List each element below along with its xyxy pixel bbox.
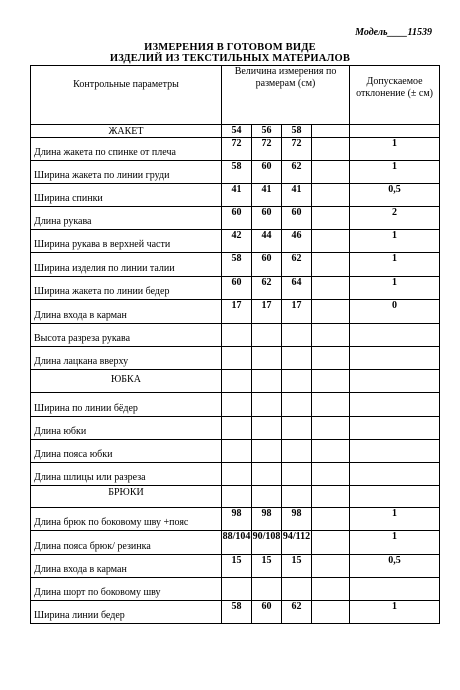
parameter-cell — [31, 555, 222, 578]
table-row — [31, 417, 440, 440]
parameter-cell — [31, 138, 222, 161]
size-value-cell — [222, 463, 252, 486]
table-row — [31, 578, 440, 601]
parameter-label: БРЮКИ — [108, 487, 144, 498]
size-value-cell: 60 — [282, 207, 312, 230]
table-row — [31, 300, 440, 324]
size-value-cell: 56 — [252, 125, 282, 138]
empty-cell — [312, 184, 350, 207]
tolerance-cell: 1 — [350, 601, 440, 624]
table-row — [31, 125, 440, 138]
parameter-cell — [31, 253, 222, 277]
size-value-cell — [282, 417, 312, 440]
empty-cell — [312, 508, 350, 531]
parameter-label: Длина лацкана вверху — [34, 356, 129, 367]
tolerance-cell: 1 — [350, 138, 440, 161]
table-row — [31, 138, 440, 161]
tolerance-cell: 0,5 — [350, 555, 440, 578]
parameter-cell — [31, 125, 222, 138]
size-value-cell — [222, 393, 252, 417]
size-value-cell — [222, 324, 252, 347]
tolerance-cell — [350, 347, 440, 370]
table-row — [31, 347, 440, 370]
size-value-cell: 60 — [252, 161, 282, 184]
tolerance-cell — [350, 125, 440, 138]
parameter-label: Длина брюк по боковому шву +пояс — [34, 517, 189, 528]
size-value-cell — [222, 347, 252, 370]
table-row — [31, 230, 440, 253]
empty-cell — [312, 161, 350, 184]
parameter-label: Длина юбки — [34, 426, 87, 437]
size-value-cell: 60 — [252, 253, 282, 277]
tolerance-cell: 1 — [350, 253, 440, 277]
parameter-cell — [31, 463, 222, 486]
empty-cell — [312, 555, 350, 578]
model-number: Модель____11539 — [355, 27, 432, 38]
size-value-cell: 58 — [222, 161, 252, 184]
table-row — [31, 277, 440, 300]
header-tolerance: Допускаемое отклонение (± см) — [350, 66, 440, 125]
table-row — [31, 370, 440, 393]
empty-cell — [312, 393, 350, 417]
parameter-cell — [31, 531, 222, 555]
size-value-cell: 58 — [222, 601, 252, 624]
parameter-cell — [31, 324, 222, 347]
size-value-cell: 62 — [282, 161, 312, 184]
size-value-cell — [252, 347, 282, 370]
table-row — [31, 601, 440, 624]
size-value-cell: 60 — [252, 601, 282, 624]
empty-cell — [312, 300, 350, 324]
parameter-label: Длина входа в карман — [34, 564, 127, 575]
parameter-label: Длина входа в карман — [34, 310, 127, 321]
size-value-cell — [282, 486, 312, 508]
size-value-cell — [282, 393, 312, 417]
size-value-cell: 15 — [252, 555, 282, 578]
size-value-cell: 58 — [222, 253, 252, 277]
parameter-label: Ширина по линии бёдер — [34, 403, 138, 414]
tolerance-cell: 1 — [350, 161, 440, 184]
size-value-cell — [282, 578, 312, 601]
parameter-label: Ширина линии бедер — [34, 610, 125, 621]
tolerance-cell: 0,5 — [350, 184, 440, 207]
size-value-cell: 60 — [252, 207, 282, 230]
empty-cell — [312, 370, 350, 393]
size-value-cell — [252, 578, 282, 601]
parameter-cell — [31, 161, 222, 184]
size-value-cell: 72 — [222, 138, 252, 161]
size-value-cell: 98 — [282, 508, 312, 531]
parameter-cell — [31, 440, 222, 463]
parameter-cell — [31, 184, 222, 207]
parameter-label: Длина пояса брюк/ резинка — [34, 541, 151, 552]
size-value-cell — [282, 440, 312, 463]
empty-cell — [312, 207, 350, 230]
size-value-cell: 46 — [282, 230, 312, 253]
table-row — [31, 324, 440, 347]
size-value-cell: 98 — [252, 508, 282, 531]
tolerance-cell: 2 — [350, 207, 440, 230]
tolerance-cell — [350, 440, 440, 463]
size-value-cell: 90/108 — [252, 531, 282, 555]
size-value-cell: 62 — [282, 601, 312, 624]
size-value-cell: 41 — [222, 184, 252, 207]
empty-cell — [312, 486, 350, 508]
empty-cell — [312, 253, 350, 277]
size-value-cell — [282, 463, 312, 486]
size-value-cell: 72 — [282, 138, 312, 161]
parameter-cell — [31, 277, 222, 300]
tolerance-cell: 1 — [350, 230, 440, 253]
size-value-cell: 62 — [282, 253, 312, 277]
parameter-label: Ширина спинки — [34, 193, 103, 204]
size-value-cell — [252, 486, 282, 508]
parameter-cell — [31, 347, 222, 370]
document-title: ИЗМЕРЕНИЯ В ГОТОВОМ ВИДЕ — [144, 42, 316, 53]
tolerance-cell: 1 — [350, 277, 440, 300]
size-value-cell — [252, 370, 282, 393]
empty-cell — [312, 463, 350, 486]
header-size-values: Величина измерения по размерам (см) — [222, 66, 350, 125]
size-value-cell: 54 — [222, 125, 252, 138]
size-value-cell — [252, 463, 282, 486]
table-row — [31, 207, 440, 230]
size-value-cell: 88/104 — [222, 531, 252, 555]
size-value-cell — [222, 578, 252, 601]
empty-cell — [312, 230, 350, 253]
parameter-label: Высота разреза рукава — [34, 333, 131, 344]
size-value-cell: 15 — [282, 555, 312, 578]
size-value-cell: 60 — [222, 277, 252, 300]
size-value-cell — [282, 324, 312, 347]
parameter-label: Ширина жакета по линии груди — [34, 170, 170, 181]
table-header-row — [31, 66, 440, 125]
size-value-cell — [222, 440, 252, 463]
size-value-cell — [252, 393, 282, 417]
empty-cell — [312, 417, 350, 440]
parameter-label: Длина шлицы или разреза — [34, 472, 146, 483]
parameter-cell — [31, 417, 222, 440]
table-row — [31, 184, 440, 207]
measurements-table — [30, 65, 440, 624]
size-value-cell: 94/112 — [282, 531, 312, 555]
size-value-cell — [252, 324, 282, 347]
size-value-cell — [222, 486, 252, 508]
size-value-cell — [222, 417, 252, 440]
size-value-cell: 17 — [222, 300, 252, 324]
table-row — [31, 555, 440, 578]
tolerance-cell — [350, 578, 440, 601]
parameter-label: Длина шорт по боковому шву — [34, 587, 161, 598]
tolerance-cell: 1 — [350, 531, 440, 555]
parameter-cell — [31, 393, 222, 417]
size-value-cell — [252, 417, 282, 440]
empty-cell — [312, 440, 350, 463]
parameter-cell — [31, 486, 222, 508]
tolerance-cell — [350, 324, 440, 347]
document-subtitle: ИЗДЕЛИЙ ИЗ ТЕКСТИЛЬНЫХ МАТЕРИАЛОВ — [109, 53, 351, 64]
empty-cell — [312, 578, 350, 601]
table-row — [31, 486, 440, 508]
empty-cell — [312, 138, 350, 161]
size-value-cell: 98 — [222, 508, 252, 531]
size-value-cell: 58 — [282, 125, 312, 138]
parameter-cell — [31, 578, 222, 601]
parameter-label: Длина жакета по спинке от плеча — [34, 147, 176, 158]
tolerance-cell: 1 — [350, 508, 440, 531]
table-row — [31, 393, 440, 417]
empty-cell — [312, 125, 350, 138]
parameter-label: Ширина изделия по линии талии — [34, 263, 175, 274]
table-row — [31, 161, 440, 184]
size-value-cell — [222, 370, 252, 393]
empty-cell — [312, 324, 350, 347]
parameter-label: Длина пояса юбки — [34, 449, 113, 460]
parameter-cell — [31, 230, 222, 253]
size-value-cell: 72 — [252, 138, 282, 161]
tolerance-cell — [350, 463, 440, 486]
size-value-cell: 60 — [222, 207, 252, 230]
empty-cell — [312, 601, 350, 624]
empty-cell — [312, 277, 350, 300]
empty-cell — [312, 531, 350, 555]
parameter-cell — [31, 300, 222, 324]
size-value-cell — [282, 370, 312, 393]
size-value-cell: 42 — [222, 230, 252, 253]
tolerance-cell — [350, 393, 440, 417]
tolerance-cell — [350, 417, 440, 440]
size-value-cell: 64 — [282, 277, 312, 300]
size-value-cell: 44 — [252, 230, 282, 253]
table-row — [31, 531, 440, 555]
empty-cell — [312, 347, 350, 370]
table-row — [31, 508, 440, 531]
parameter-cell — [31, 508, 222, 531]
size-value-cell: 15 — [222, 555, 252, 578]
size-value-cell: 17 — [252, 300, 282, 324]
size-value-cell: 41 — [252, 184, 282, 207]
size-value-cell — [282, 347, 312, 370]
header-parameters: Контрольные параметры — [31, 66, 222, 125]
tolerance-cell — [350, 370, 440, 393]
size-value-cell: 41 — [282, 184, 312, 207]
parameter-label: ЖАКЕТ — [108, 126, 144, 137]
size-value-cell: 17 — [282, 300, 312, 324]
size-value-cell: 62 — [252, 277, 282, 300]
table-row — [31, 440, 440, 463]
tolerance-cell: 0 — [350, 300, 440, 324]
size-value-cell — [252, 440, 282, 463]
parameter-cell — [31, 601, 222, 624]
tolerance-cell — [350, 486, 440, 508]
table-row — [31, 253, 440, 277]
parameter-cell — [31, 207, 222, 230]
parameter-cell — [31, 370, 222, 393]
parameter-label: Ширина жакета по линии бедер — [34, 286, 170, 297]
parameter-label: Длина рукава — [34, 216, 92, 227]
parameter-label: Ширина рукава в верхней части — [34, 239, 171, 250]
parameter-label: ЮБКА — [111, 374, 141, 385]
table-row — [31, 463, 440, 486]
